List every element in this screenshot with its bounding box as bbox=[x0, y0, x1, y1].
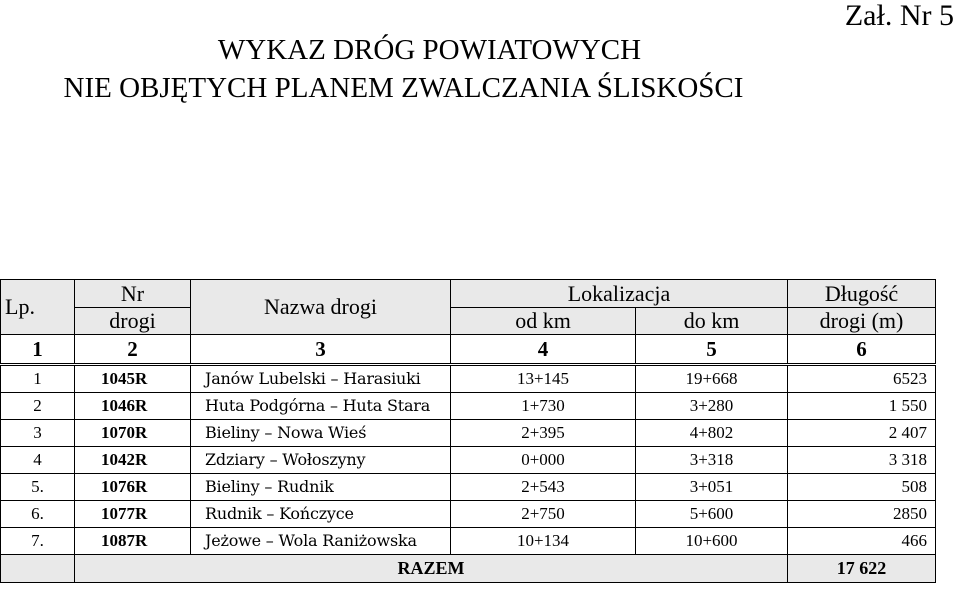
row-from-km: 2+543 bbox=[451, 474, 636, 501]
total-value: 17 622 bbox=[788, 555, 936, 583]
row-length: 1 550 bbox=[788, 393, 936, 420]
total-label: RAZEM bbox=[75, 555, 788, 583]
header-length-line2: drogi (m) bbox=[788, 308, 936, 335]
row-road-name: Janów Lubelski – Harasiuki bbox=[191, 365, 451, 393]
row-to-km: 3+051 bbox=[636, 474, 788, 501]
row-lp: 6. bbox=[1, 501, 75, 528]
column-number: 4 bbox=[451, 335, 636, 365]
row-road-name: Bieliny – Nowa Wieś bbox=[191, 420, 451, 447]
row-to-km: 3+318 bbox=[636, 447, 788, 474]
row-length: 6523 bbox=[788, 365, 936, 393]
header-length-line1: Długość bbox=[788, 280, 936, 308]
table-row bbox=[1, 365, 936, 393]
table-row bbox=[1, 447, 936, 474]
column-number: 5 bbox=[636, 335, 788, 365]
row-road-name: Zdziary – Wołoszyny bbox=[191, 447, 451, 474]
row-lp: 2 bbox=[1, 393, 75, 420]
row-road-number: 1087R bbox=[75, 528, 191, 555]
header-nr-line2: drogi bbox=[75, 308, 191, 335]
row-road-number: 1046R bbox=[75, 393, 191, 420]
row-road-name: Rudnik – Kończyce bbox=[191, 501, 451, 528]
row-length: 2850 bbox=[788, 501, 936, 528]
table-header-row bbox=[1, 280, 936, 308]
row-from-km: 13+145 bbox=[451, 365, 636, 393]
row-length: 3 318 bbox=[788, 447, 936, 474]
row-lp: 5. bbox=[1, 474, 75, 501]
header-lp: Lp. bbox=[1, 280, 75, 335]
table-row bbox=[1, 393, 936, 420]
column-number-row bbox=[1, 335, 936, 365]
row-road-name: Jeżowe – Wola Raniżowska bbox=[191, 528, 451, 555]
roads-table bbox=[0, 279, 936, 583]
row-length: 2 407 bbox=[788, 420, 936, 447]
table-subheader-row bbox=[1, 308, 936, 335]
row-lp: 1 bbox=[1, 365, 75, 393]
column-number: 1 bbox=[1, 335, 75, 365]
row-to-km: 10+600 bbox=[636, 528, 788, 555]
table-row bbox=[1, 528, 936, 555]
header-nr-line1: Nr bbox=[75, 280, 191, 308]
row-from-km: 2+395 bbox=[451, 420, 636, 447]
table-row bbox=[1, 474, 936, 501]
row-to-km: 3+280 bbox=[636, 393, 788, 420]
document-title-line-2: NIE OBJĘTYCH PLANEM ZWALCZANIA ŚLISKOŚCI bbox=[63, 72, 744, 104]
header-name: Nazwa drogi bbox=[191, 280, 451, 335]
row-from-km: 1+730 bbox=[451, 393, 636, 420]
row-road-number: 1070R bbox=[75, 420, 191, 447]
annex-label: Zał. Nr 5 bbox=[844, 0, 954, 32]
row-from-km: 0+000 bbox=[451, 447, 636, 474]
column-number: 2 bbox=[75, 335, 191, 365]
header-to-km: do km bbox=[636, 308, 788, 335]
header-location: Lokalizacja bbox=[451, 280, 788, 308]
row-road-number: 1077R bbox=[75, 501, 191, 528]
total-row bbox=[1, 555, 936, 583]
total-empty-cell bbox=[1, 555, 75, 583]
column-number: 3 bbox=[191, 335, 451, 365]
row-road-name: Huta Podgórna – Huta Stara bbox=[191, 393, 451, 420]
table-row bbox=[1, 501, 936, 528]
table-row bbox=[1, 420, 936, 447]
column-number: 6 bbox=[788, 335, 936, 365]
row-from-km: 10+134 bbox=[451, 528, 636, 555]
header-from-km: od km bbox=[451, 308, 636, 335]
row-road-number: 1076R bbox=[75, 474, 191, 501]
row-to-km: 5+600 bbox=[636, 501, 788, 528]
row-lp: 3 bbox=[1, 420, 75, 447]
row-road-number: 1042R bbox=[75, 447, 191, 474]
row-length: 508 bbox=[788, 474, 936, 501]
row-from-km: 2+750 bbox=[451, 501, 636, 528]
row-lp: 4 bbox=[1, 447, 75, 474]
row-length: 466 bbox=[788, 528, 936, 555]
row-lp: 7. bbox=[1, 528, 75, 555]
row-to-km: 19+668 bbox=[636, 365, 788, 393]
row-road-name: Bieliny – Rudnik bbox=[191, 474, 451, 501]
row-road-number: 1045R bbox=[75, 365, 191, 393]
row-to-km: 4+802 bbox=[636, 420, 788, 447]
document-title-line-1: WYKAZ DRÓG POWIATOWYCH bbox=[217, 34, 642, 66]
